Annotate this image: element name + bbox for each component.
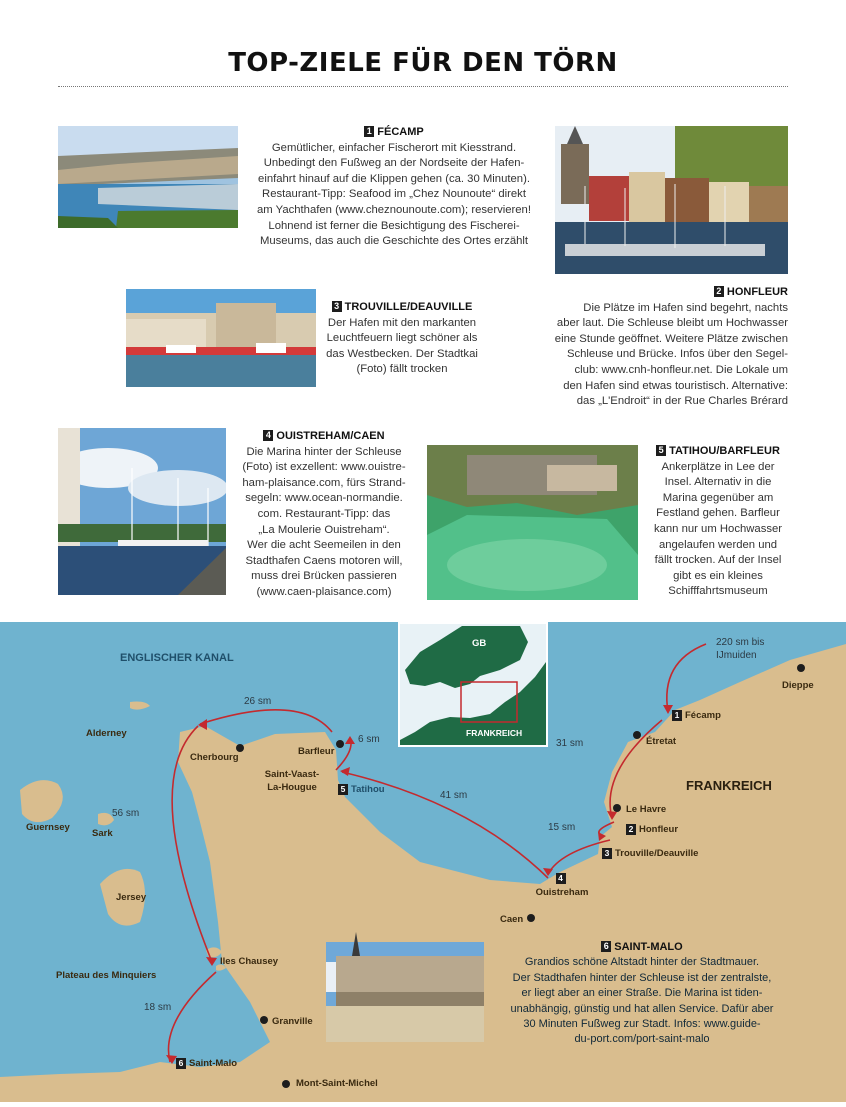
- dest-line: Schifffahrtsmuseum: [668, 585, 768, 598]
- dest-fecamp: [244, 125, 544, 250]
- dest-title: SAINT-MALO: [614, 941, 683, 953]
- dest-line: aber laut. Die Schleuse bleibt um Hochwasser: [556, 317, 788, 330]
- dest-title: TATIHOU/BARFLEUR: [669, 445, 780, 457]
- inset-gb-label: GB: [472, 638, 487, 649]
- place-guernsey: Guernsey: [26, 822, 70, 833]
- dest-line: einfahrt hinauf auf die Klippen gehen (ca. 30 Minuten).: [258, 172, 530, 185]
- dest-line: Museums, das auch die Geschichte des Ortes erzählt: [259, 235, 529, 248]
- marker-4: 4: [263, 430, 273, 441]
- map-marker-5: 5: [338, 784, 348, 795]
- map-marker-6: 6: [176, 1058, 186, 1069]
- dest-line: angelaufen werden und: [658, 538, 778, 551]
- dest-line: kann nur um Hochwasser: [653, 522, 783, 535]
- dest-line: fällt trocken. Auf der Insel: [654, 554, 782, 567]
- dest-saintmalo: [494, 940, 790, 1048]
- place-stmalo-label: Saint-Malo: [189, 1058, 238, 1069]
- dest-line: den Hafen sind etwas touristisch. Alternative:: [563, 379, 788, 392]
- dist-56: 56 sm: [112, 808, 140, 819]
- map-marker-1: 1: [672, 710, 682, 721]
- dest-line: am Yachthafen (www.cheznounoute.com); reservieren!: [257, 203, 531, 216]
- photo-honfleur: [555, 126, 788, 274]
- map-marker-4: 4: [556, 873, 566, 884]
- photo-trouville: [126, 289, 316, 387]
- dest-line: Unbedingt den Fußweg an der Nordseite der Hafen-: [263, 157, 525, 170]
- place-honfleur: [626, 824, 678, 835]
- dest-title: HONFLEUR: [726, 286, 788, 298]
- place-stvaast-line2: La-Hougue: [267, 782, 317, 793]
- dest-line: (www.caen-plaisance.com): [256, 585, 392, 598]
- dest-line: Wer die acht Seemeilen in den: [247, 539, 401, 552]
- photo-ouistreham: [58, 428, 226, 595]
- marker-5: 5: [656, 445, 666, 456]
- place-chausey: Iles Chausey: [220, 956, 279, 967]
- dest-title: TROUVILLE/DEAUVILLE: [344, 301, 473, 313]
- place-trouville-label: Trouville/Deauville: [615, 848, 699, 859]
- dest-line: Leuchtfeuern liegt schöner als: [326, 332, 478, 345]
- route-map: [0, 622, 846, 1102]
- place-granville: Granville: [272, 1016, 313, 1027]
- inset-fr-label: FRANKREICH: [466, 728, 523, 738]
- dist-6: 6 sm: [358, 734, 380, 745]
- map-marker-2: 2: [626, 824, 636, 835]
- photo-fecamp: [58, 126, 238, 228]
- marker-3: 3: [332, 301, 342, 312]
- place-ouistreham-label: Ouistreham: [535, 887, 589, 898]
- photo-tatihou: [427, 445, 638, 600]
- place-trouville: [602, 848, 698, 859]
- place-etretat: Étretat: [646, 736, 677, 747]
- place-stvaast: [260, 768, 324, 794]
- dest-line: Restaurant-Tipp: Seafood im „Chez Nounoute“ direkt: [262, 188, 526, 201]
- marker-6: 6: [601, 941, 611, 952]
- dest-line: Gemütlicher, einfacher Fischerort mit Kiesstrand.: [271, 141, 517, 154]
- dest-line: ham-plaisance.com, fürs Strand-: [242, 476, 406, 489]
- dest-line: (Foto) ist exzellent: www.ouistre-: [242, 461, 406, 474]
- place-dieppe: Dieppe: [782, 680, 814, 691]
- page-title: TOP-ZIELE FÜR DEN TÖRN: [228, 48, 618, 78]
- place-barfleur: Barfleur: [298, 746, 335, 757]
- dest-line: com. Restaurant-Tipp: das: [257, 507, 391, 520]
- dest-line: du-port.com/port-saint-malo: [574, 1033, 710, 1046]
- dist-ijmuiden-line2: IJmuiden: [716, 650, 757, 661]
- dest-trouville: [322, 300, 482, 378]
- country-label: FRANKREICH: [686, 778, 772, 793]
- place-ouistreham: [532, 872, 592, 900]
- place-lehavre: Le Havre: [626, 804, 667, 815]
- place-msm: Mont-Saint-Michel: [296, 1078, 378, 1089]
- place-cherbourg: Cherbourg: [190, 752, 239, 763]
- dest-line: Die Marina hinter der Schleuse: [246, 445, 402, 458]
- place-tatihou-label: Tatihou: [351, 784, 385, 795]
- place-fecamp: [672, 710, 721, 721]
- dest-line: eine Stunde geöffnet. Weitere Plätze zwischen: [554, 332, 788, 345]
- dest-line: Insel. Alternativ in die: [664, 476, 772, 489]
- place-jersey: Jersey: [116, 892, 147, 903]
- place-stmalo: [176, 1058, 237, 1069]
- dest-line: Die Plätze im Hafen sind begehrt, nachts: [583, 301, 788, 314]
- dest-line: Lohnend ist ferner die Besichtigung des Fischerei-: [268, 219, 520, 232]
- place-sark: Sark: [92, 828, 113, 839]
- dist-26: 26 sm: [244, 696, 272, 707]
- dest-line: gibt es ein kleines: [673, 569, 763, 582]
- dist-15: 15 sm: [548, 822, 576, 833]
- dest-line: muss drei Brücken passieren: [251, 570, 397, 583]
- dest-line: Ankerplätze in Lee der: [661, 460, 775, 473]
- dist-18: 18 sm: [144, 1002, 172, 1013]
- dest-line: club: www.cnh-honfleur.net. Die Lokale um: [574, 363, 788, 376]
- title-divider: [58, 86, 788, 87]
- dest-line: „La Moulerie Ouistreham“.: [258, 523, 390, 536]
- dest-line: segeln: www.ocean-normandie.: [245, 492, 403, 505]
- dist-ijmuiden: [716, 636, 764, 662]
- dest-line: Schleuse und Brücke. Infos über den Segel-: [566, 348, 788, 361]
- dest-line: Der Stadthafen hinter der Schleuse ist der zentralste,: [512, 971, 772, 984]
- place-tatihou: [338, 784, 385, 795]
- dest-line: 30 Minuten Fußweg zur Stadt. Infos: www.guide-: [523, 1018, 761, 1031]
- marker-2: 2: [714, 286, 724, 297]
- dest-line: Der Hafen mit den markanten: [327, 316, 477, 329]
- dist-31: 31 sm: [556, 738, 584, 749]
- dest-ouistreham: [236, 429, 412, 601]
- dest-title: OUISTREHAM/CAEN: [276, 430, 385, 442]
- dest-line: das „L'Endroit“ in der Rue Charles Brérard: [576, 395, 788, 408]
- place-minquiers: Plateau des Minquiers: [56, 970, 157, 981]
- dest-line: unabhängig, günstig und hat allen Service. Dafür aber: [510, 1002, 774, 1015]
- place-stvaast-line1: Saint-Vaast-: [264, 769, 320, 780]
- map-marker-3: 3: [602, 848, 612, 859]
- dest-line: Grandios schöne Altstadt hinter der Stadtmauer.: [524, 956, 760, 969]
- place-alderney: Alderney: [86, 728, 127, 739]
- dest-line: Stadthafen Caens motoren will,: [245, 554, 403, 567]
- place-honfleur-label: Honfleur: [639, 824, 679, 835]
- dest-line: (Foto) fällt trocken: [356, 363, 448, 376]
- dest-honfleur: [540, 285, 788, 410]
- dest-line: Marina gegenüber am: [662, 491, 774, 504]
- dist-ijmuiden-line1: 220 sm bis: [716, 637, 765, 648]
- dest-title: FÉCAMP: [377, 126, 424, 138]
- marker-1: 1: [364, 126, 374, 137]
- dest-line: er liegt aber an einer Straße. Die Marina ist tiden-: [521, 987, 763, 1000]
- dist-41: 41 sm: [440, 790, 468, 801]
- dest-line: Festland gehen. Barfleur: [656, 507, 780, 520]
- place-caen: Caen: [500, 914, 524, 925]
- dest-line: das Westbecken. Der Stadtkai: [326, 347, 478, 360]
- place-fecamp-label: Fécamp: [685, 710, 721, 721]
- dest-tatihou: [648, 444, 788, 600]
- sea-label: ENGLISCHER KANAL: [120, 652, 234, 664]
